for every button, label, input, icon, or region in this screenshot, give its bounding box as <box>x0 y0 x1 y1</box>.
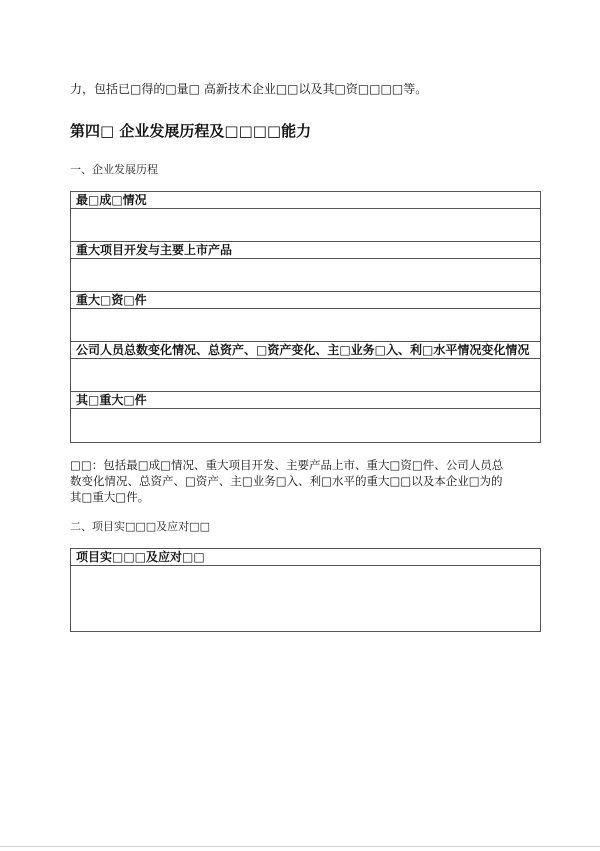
table-row-input-area[interactable] <box>71 409 540 442</box>
page-bottom-divider <box>0 846 600 847</box>
table-row-label: 公司人员总数变化情况、总资产、□资产变化、主□业务□入、利□水平情况变化情况 <box>71 342 540 359</box>
table-row-label: 重大项目开发与主要上市产品 <box>71 242 540 259</box>
section-1-title: 一、企业发展历程 <box>70 163 158 176</box>
intro-paragraph-line: 力，包括已□得的□量□ 高新技术企业□□以及其□资□□□□等。 <box>70 82 428 96</box>
table-row-input-area[interactable] <box>71 259 540 292</box>
chapter-title: 第四□ 企业发展历程及□□□□能力 <box>70 122 312 140</box>
table-row-input-area[interactable] <box>71 566 540 631</box>
note-line: 数变化情况、总资产、□资产、主□业务□入、利□水平的重大□□以及本企业□为的 <box>70 474 503 488</box>
table-row-label: 重大□资□件 <box>71 292 540 309</box>
project-risk-table <box>70 548 541 632</box>
note-line: 其□重大□件。 <box>70 490 150 504</box>
table-row-input-area[interactable] <box>71 359 540 392</box>
table-row-label: 项目实□□□及应对□□ <box>71 549 540 566</box>
table-row-label: 最□成□情况 <box>71 192 540 209</box>
note-paragraph <box>70 457 503 505</box>
section-2-title: 二、项目实□□□及应对□□ <box>70 520 210 533</box>
table-row-input-area[interactable] <box>71 309 540 342</box>
table-row-label: 其□重大□件 <box>71 392 540 409</box>
table-row-input-area[interactable] <box>71 209 540 242</box>
note-line: □□：包括最□成□情况、重大项目开发、主要产品上市、重大□资□件、公司人员总 <box>70 458 504 472</box>
development-history-table <box>70 191 541 443</box>
